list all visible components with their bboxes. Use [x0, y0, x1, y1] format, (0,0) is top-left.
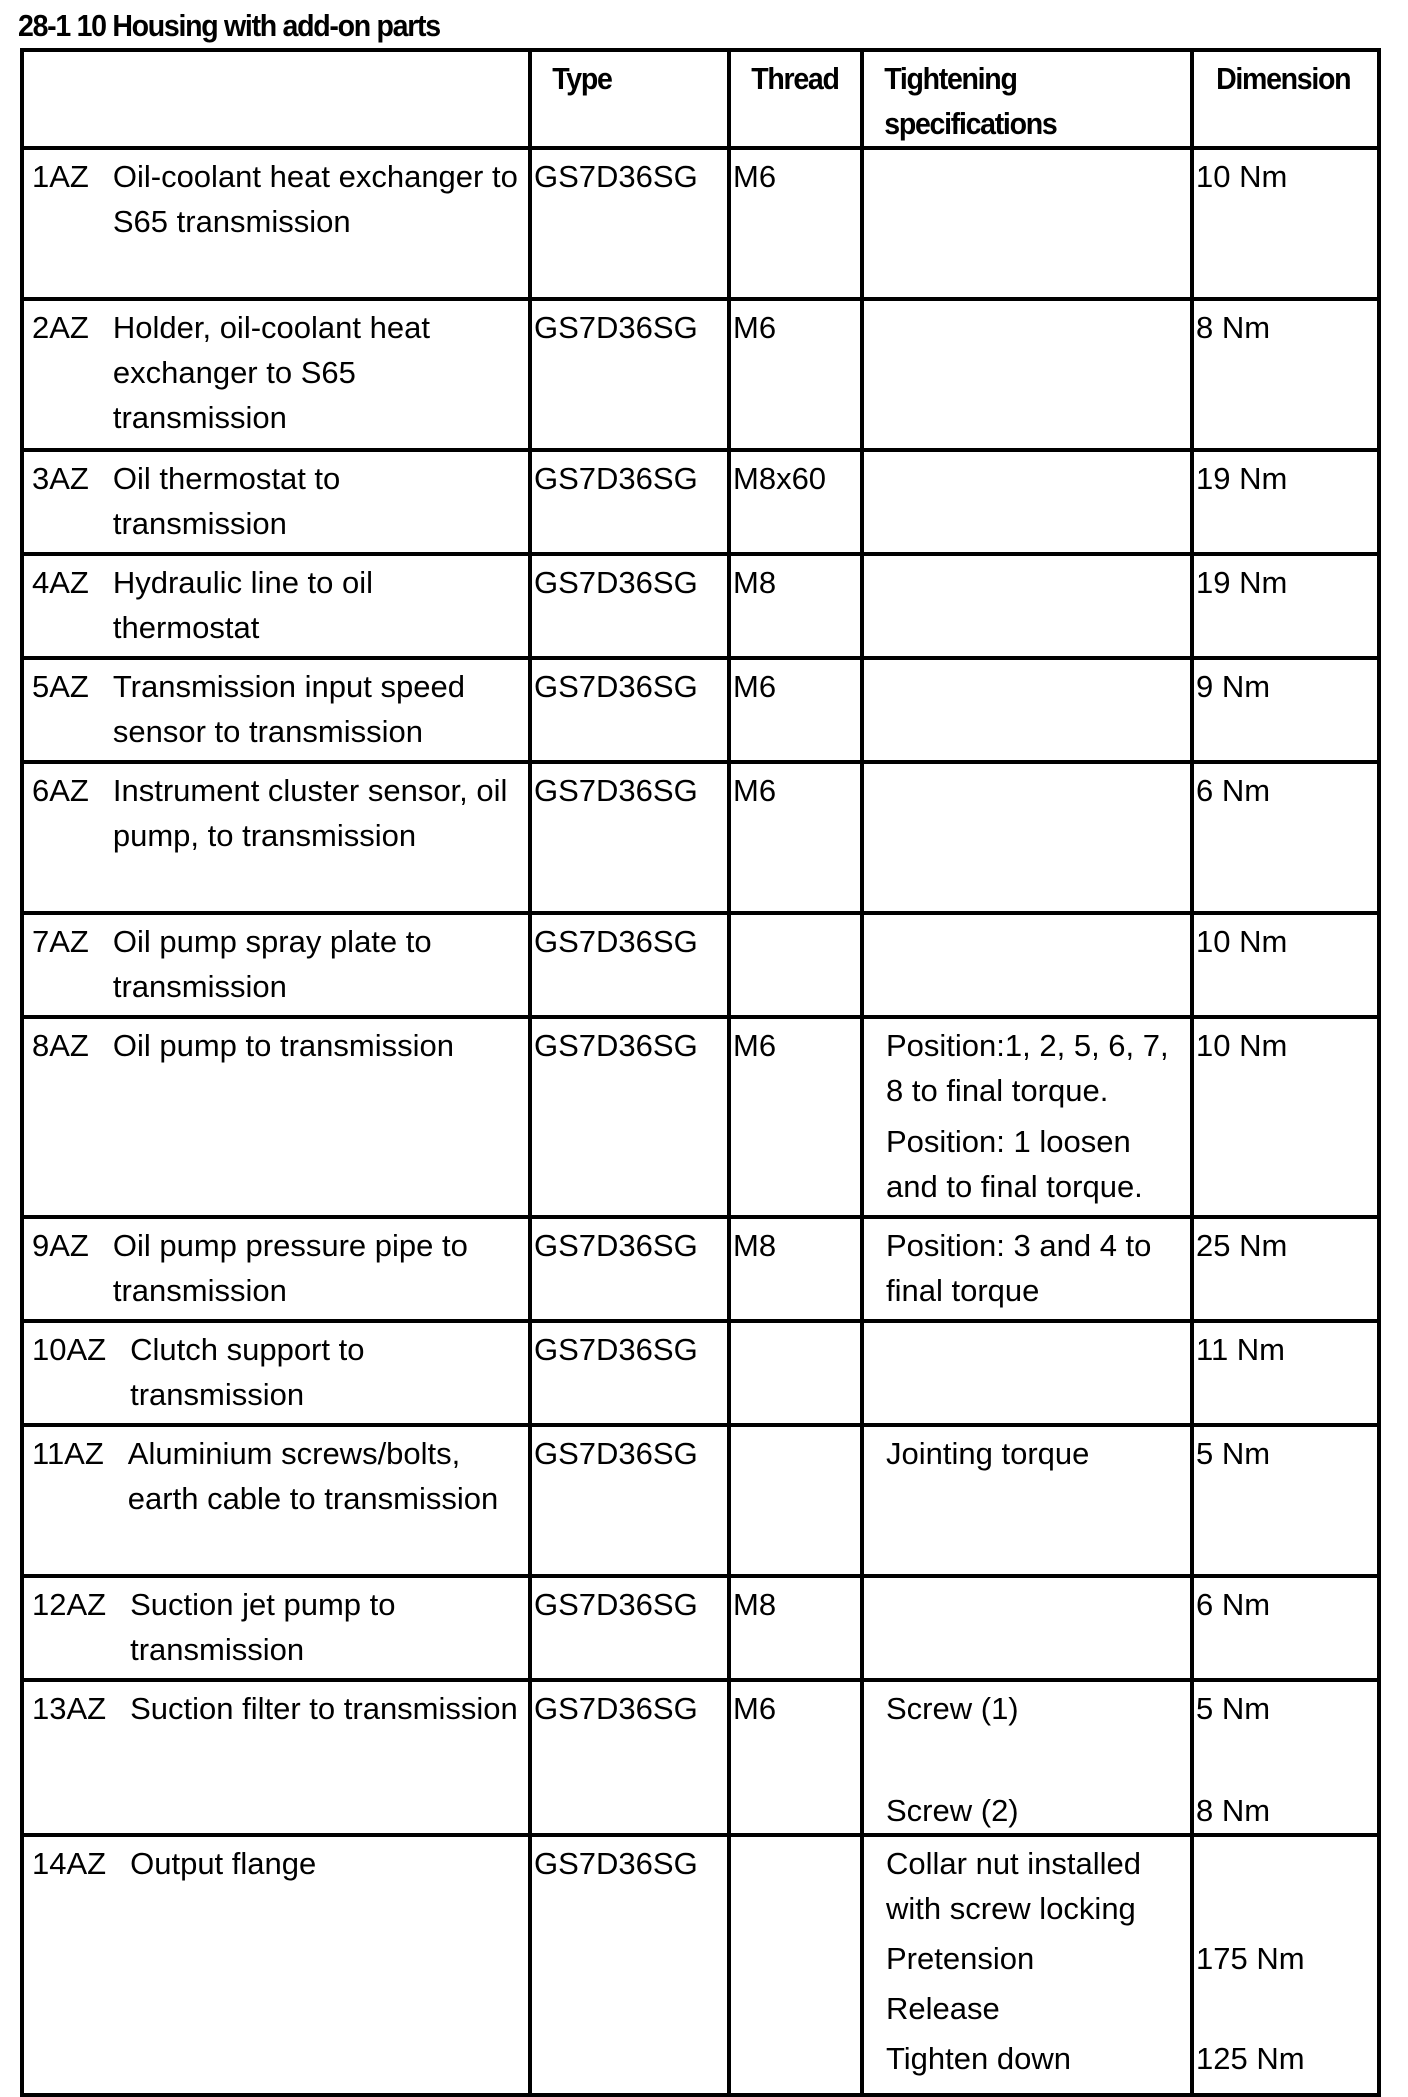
description-cell [22, 658, 530, 762]
thread-cell: M6 [729, 1680, 862, 1835]
dimension-value: 125 Nm [1196, 2041, 1305, 2076]
spec-line: Screw (2) [886, 1793, 1019, 1828]
header-type: Type [530, 50, 729, 148]
table-row [22, 1217, 1379, 1321]
tightening-spec-cell [862, 1680, 1192, 1835]
dimension-cell [1192, 1321, 1379, 1425]
dimension-value: 5 Nm [1196, 1691, 1271, 1726]
header-dimension: Dimension [1192, 50, 1379, 148]
position-id: 4AZ [32, 565, 89, 600]
tightening-spec-cell [862, 554, 1192, 658]
dimension-cell [1192, 1217, 1379, 1321]
tightening-spec-cell [862, 1835, 1192, 2095]
position-id: 11AZ [32, 1436, 104, 1471]
table-row [22, 1835, 1379, 2095]
thread-cell: M8x60 [729, 450, 862, 554]
description-cell [22, 1425, 530, 1576]
tightening-spec-cell [862, 913, 1192, 1017]
thread-cell: M8 [729, 1576, 862, 1680]
dimension-value: 10 Nm [1196, 159, 1288, 194]
type-cell: GS7D36SG [530, 1680, 729, 1835]
dimension-cell [1192, 1680, 1379, 1835]
part-description: Oil pump pressure pipe to transmission [112, 1228, 468, 1308]
table-row [22, 450, 1379, 554]
table-row [22, 913, 1379, 1017]
type-cell: GS7D36SG [530, 450, 729, 554]
description-cell [22, 762, 530, 913]
thread-cell [729, 1425, 862, 1576]
table-row [22, 1321, 1379, 1425]
dimension-cell [1192, 450, 1379, 554]
type-cell: GS7D36SG [530, 299, 729, 450]
type-cell: GS7D36SG [530, 148, 729, 299]
tightening-spec-cell [862, 1321, 1192, 1425]
part-description: Oil-coolant heat exchanger to S65 transmission [112, 159, 518, 239]
dimension-value: 19 Nm [1196, 565, 1288, 600]
type-cell: GS7D36SG [530, 1576, 729, 1680]
dimension-value: 8 Nm [1196, 1793, 1271, 1828]
position-id: 9AZ [32, 1228, 89, 1263]
dimension-value [1196, 1986, 1377, 2031]
part-description: Instrument cluster sensor, oil pump, to transmission [112, 773, 508, 853]
thread-cell: M6 [729, 299, 862, 450]
description-cell [22, 1321, 530, 1425]
part-description: Aluminium screws/bolts, earth cable to transmission [127, 1436, 499, 1516]
spec-line: Position: 1 loosen and to final torque. [886, 1124, 1143, 1204]
tightening-spec-cell [862, 299, 1192, 450]
position-id: 3AZ [32, 461, 89, 496]
part-description: Holder, oil-coolant heat exchanger to S65 transmission [112, 310, 430, 435]
spec-line: Tighten down [886, 2041, 1071, 2076]
tightening-spec-cell [862, 1425, 1192, 1576]
dimension-value: 9 Nm [1196, 669, 1271, 704]
tightening-spec-cell [862, 148, 1192, 299]
description-cell [22, 554, 530, 658]
table-row [22, 1576, 1379, 1680]
dimension-cell [1192, 1425, 1379, 1576]
dimension-value: 6 Nm [1196, 773, 1271, 808]
table-header-row [22, 50, 1379, 148]
position-id: 6AZ [32, 773, 89, 808]
description-cell [22, 913, 530, 1017]
part-description: Suction filter to transmission [130, 1691, 518, 1726]
tightening-spec-cell [862, 1576, 1192, 1680]
dimension-value: 25 Nm [1196, 1228, 1288, 1263]
dimension-value: 8 Nm [1196, 310, 1271, 345]
type-cell: GS7D36SG [530, 1425, 729, 1576]
thread-cell: M8 [729, 1217, 862, 1321]
position-id: 2AZ [32, 310, 89, 345]
type-cell: GS7D36SG [530, 1017, 729, 1217]
table-row [22, 1680, 1379, 1835]
thread-cell: M8 [729, 554, 862, 658]
dimension-value: 11 Nm [1196, 1332, 1286, 1367]
part-description: Oil pump spray plate to transmission [112, 924, 432, 1004]
spec-line: Jointing torque [886, 1436, 1090, 1471]
dimension-cell [1192, 658, 1379, 762]
part-description: Suction jet pump to transmission [130, 1587, 396, 1667]
table-row [22, 299, 1379, 450]
description-cell [22, 299, 530, 450]
type-cell: GS7D36SG [530, 1321, 729, 1425]
thread-cell: M6 [729, 658, 862, 762]
dimension-value: 19 Nm [1196, 461, 1288, 496]
position-id: 5AZ [32, 669, 89, 704]
thread-cell: M6 [729, 1017, 862, 1217]
dimension-cell [1192, 148, 1379, 299]
position-id: 10AZ [32, 1332, 107, 1367]
dimension-value: 175 Nm [1196, 1941, 1305, 1976]
tightening-spec-cell [862, 1017, 1192, 1217]
type-cell: GS7D36SG [530, 1835, 729, 2095]
type-cell: GS7D36SG [530, 658, 729, 762]
type-cell: GS7D36SG [530, 554, 729, 658]
type-cell: GS7D36SG [530, 762, 729, 913]
thread-cell [729, 913, 862, 1017]
type-cell: GS7D36SG [530, 1217, 729, 1321]
thread-cell [729, 1835, 862, 2095]
part-description: Transmission input speed sensor to transmission [112, 669, 465, 749]
description-cell [22, 1576, 530, 1680]
table-row [22, 658, 1379, 762]
description-cell [22, 450, 530, 554]
table-row [22, 1425, 1379, 1576]
tightening-spec-cell [862, 1217, 1192, 1321]
part-description: Oil thermostat to transmission [112, 461, 341, 541]
dimension-cell [1192, 1017, 1379, 1217]
dimension-spacer [1196, 1841, 1377, 1931]
spec-line: Screw (1) [886, 1691, 1019, 1726]
part-description: Output flange [130, 1846, 317, 1881]
description-cell [22, 1835, 530, 2095]
position-id: 7AZ [32, 924, 89, 959]
table-row [22, 1017, 1379, 1217]
spec-line: Position: 3 and 4 to final torque [886, 1228, 1152, 1308]
description-cell [22, 1217, 530, 1321]
dimension-cell [1192, 1835, 1379, 2095]
dimension-value: 6 Nm [1196, 1587, 1271, 1622]
page-title: 28-1 10 Housing with add-on parts [18, 8, 440, 43]
header-description [22, 50, 530, 148]
position-id: 13AZ [32, 1691, 107, 1726]
description-cell [22, 1017, 530, 1217]
tightening-spec-cell [862, 762, 1192, 913]
dimension-cell [1192, 299, 1379, 450]
thread-cell: M6 [729, 762, 862, 913]
spec-line: Release [886, 1991, 1000, 2026]
position-id: 14AZ [32, 1846, 107, 1881]
header-tightening-specifications: Tightening specifications [862, 50, 1192, 148]
dimension-value: 10 Nm [1196, 1028, 1288, 1063]
dimension-value: 10 Nm [1196, 924, 1288, 959]
type-cell: GS7D36SG [530, 913, 729, 1017]
thread-cell [729, 1321, 862, 1425]
thread-cell: M6 [729, 148, 862, 299]
part-description: Hydraulic line to oil thermostat [112, 565, 374, 645]
tightening-spec-cell [862, 658, 1192, 762]
header-thread: Thread [729, 50, 862, 148]
spec-line: Position:1, 2, 5, 6, 7, 8 to final torque. [886, 1028, 1169, 1108]
dimension-cell [1192, 762, 1379, 913]
tightening-spec-cell [862, 450, 1192, 554]
table-row [22, 148, 1379, 299]
part-description: Clutch support to transmission [130, 1332, 365, 1412]
table-row [22, 762, 1379, 913]
torque-spec-table [20, 48, 1381, 2097]
dimension-value: 5 Nm [1196, 1436, 1271, 1471]
part-description: Oil pump to transmission [112, 1028, 454, 1063]
spec-line: Pretension [886, 1941, 1035, 1976]
position-id: 12AZ [32, 1587, 107, 1622]
dimension-cell [1192, 554, 1379, 658]
dimension-cell [1192, 1576, 1379, 1680]
spec-line: Collar nut installed with screw locking [886, 1846, 1142, 1926]
description-cell [22, 148, 530, 299]
position-id: 8AZ [32, 1028, 89, 1063]
dimension-cell [1192, 913, 1379, 1017]
table-row [22, 554, 1379, 658]
position-id: 1AZ [32, 159, 89, 194]
description-cell [22, 1680, 530, 1835]
